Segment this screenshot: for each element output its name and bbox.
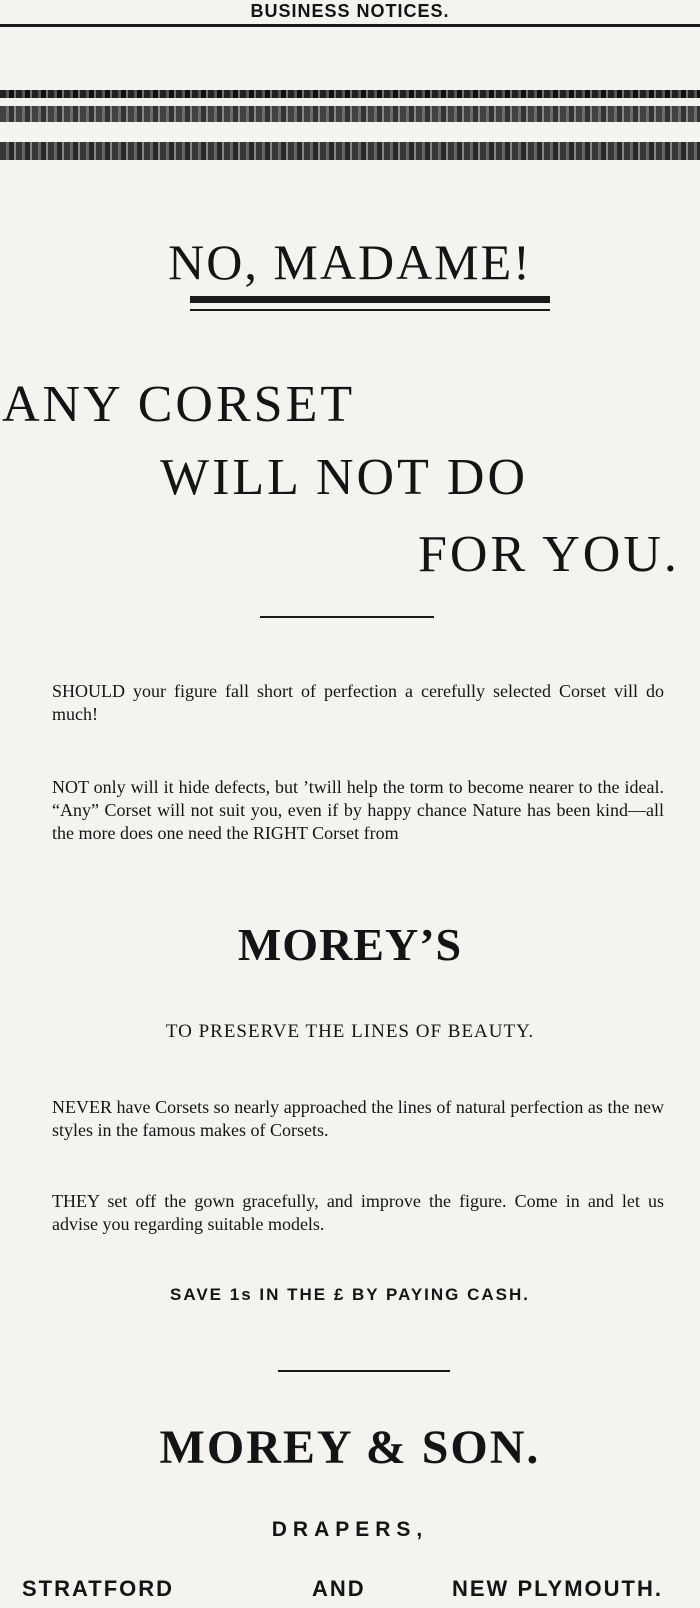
texture-band-3	[0, 142, 700, 160]
location-stratford: STRATFORD	[22, 1576, 175, 1601]
save-notice: SAVE 1s IN THE £ BY PAYING CASH.	[169, 1285, 530, 1304]
slogan-line-2: WILL NOT DO	[160, 449, 529, 506]
tagline: TO PRESERVE THE LINES OF BEAUTY.	[165, 1021, 535, 1042]
paragraph-not-only: NOT only will it hide defects, but ’twill help the torm to become nearer to the ideal. “Any” Corset will not suit you, even if by happy chance Nature has been kind—all the more does one need the RIGHT Corset from	[52, 777, 664, 843]
location-and: AND	[312, 1576, 366, 1601]
paragraph-should: SHOULD your figure fall short of perfection a cerefully selected Corset vill do much!	[52, 681, 664, 724]
store-name: MOREY’S	[237, 919, 463, 970]
divider-2	[278, 1370, 450, 1372]
location-new-plymouth: NEW PLYMOUTH.	[452, 1576, 663, 1601]
slogan-line-3: FOR YOU.	[418, 526, 680, 583]
paragraph-they: THEY set off the gown gracefully, and improve the figure. Come in and let us advise you regarding suitable models.	[52, 1191, 664, 1234]
headline-underline-thin	[190, 309, 550, 311]
header-rule	[0, 24, 700, 27]
paragraph-never: NEVER have Corsets so nearly approached the lines of natural perfection as the new styles in the famous makes of Corsets.	[52, 1097, 664, 1140]
texture-band-2	[0, 106, 700, 122]
texture-band-1	[0, 90, 700, 98]
slogan-line-1: ANY CORSET	[2, 376, 356, 433]
headline: NO, MADAME!	[168, 234, 532, 290]
divider-1	[260, 616, 434, 618]
trade-label: DRAPERS,	[271, 1518, 429, 1541]
firm-name: MOREY & SON.	[159, 1421, 541, 1474]
headline-underline-thick	[190, 296, 550, 303]
section-header: BUSINESS NOTICES.	[250, 1, 450, 21]
